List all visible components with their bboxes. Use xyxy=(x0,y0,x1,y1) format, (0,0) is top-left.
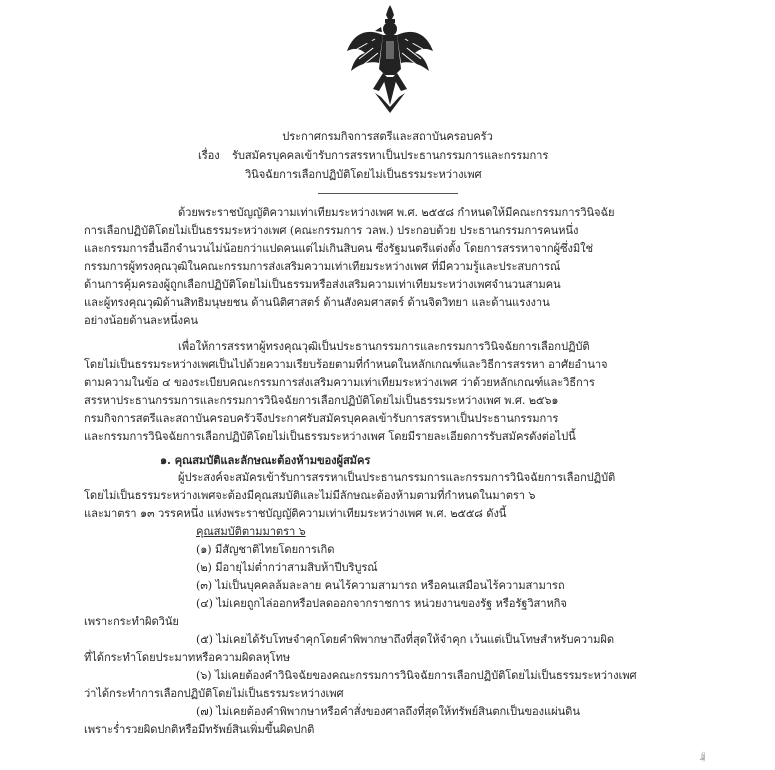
header-divider xyxy=(318,193,458,194)
para2-line: ตามความในข้อ ๔ ของระเบียบคณะกรรมการส่งเสริมความเท่าเทียมระหว่างเพศ ว่าด้วยหลักเกณฑ์และวิธีการ xyxy=(84,376,595,389)
para2-line: เพื่อให้การสรรหาผู้ทรงคุณวุฒิเป็นประธานกรรมการและกรรมการวินิจฉัยการเลือกปฏิบัติ xyxy=(178,340,590,353)
section1-intro-line: โดยไม่เป็นธรรมระหว่างเพศจะต้องมีคุณสมบัติและไม่มีลักษณะต้องห้ามตามที่กำหนดในมาตรา ๖ xyxy=(84,489,536,502)
qualification-item-cont: ว่าได้กระทำการเลือกปฏิบัติโดยไม่เป็นธรรมระหว่างเพศ xyxy=(84,687,344,700)
qualification-item: (๓) ไม่เป็นบุคคลล้มละลาย คนไร้ความสามารถ หรือคนเสมือนไร้ความสามารถ xyxy=(196,579,565,592)
para1-line: การเลือกปฏิบัติโดยไม่เป็นธรรมระหว่างเพศ (คณะกรรมการ วลพ.) ประกอบด้วย ประธานกรรมการคนหนึ่ง xyxy=(84,224,579,237)
section1-subheading: คุณสมบัติตามมาตรา ๖ xyxy=(196,525,306,538)
para2-line: และกรรมการวินิจฉัยการเลือกปฏิบัติโดยไม่เป็นธรรมระหว่างเพศ โดยมีรายละเอียดการรับสมัครดังต่อไปนี้ xyxy=(84,430,576,443)
subject-label: เรื่อง xyxy=(198,149,220,162)
subject-line-1: รับสมัครบุคคลเข้ารับการสรรหาเป็นประธานกรรมการและกรรมการ xyxy=(232,149,549,162)
para2-line: สรรหาประธานกรรมการและกรรมการวินิจฉัยการเลือกปฏิบัติโดยไม่เป็นธรรมระหว่างเพศ พ.ศ. ๒๕๖๑ xyxy=(84,394,559,407)
section1-intro-line: และมาตรา ๑๓ วรรคหนึ่ง แห่งพระราชบัญญัติความเท่าเทียมระหว่างเพศ พ.ศ. ๒๕๕๘ ดังนี้ xyxy=(84,507,507,520)
qualification-item: (๑) มีสัญชาติไทยโดยการเกิด xyxy=(196,543,335,556)
qualification-item: (๖) ไม่เคยต้องคำวินิจฉัยของคณะกรรมการวินิจฉัยการเลือกปฏิบัติโดยไม่เป็นธรรมระหว่างเพศ xyxy=(196,669,637,682)
para2-line: กรมกิจการสตรีและสถาบันครอบครัวจึงประกาศรับสมัครบุคคลเข้ารับการสรรหาเป็นประธานกรรมการ xyxy=(84,412,559,425)
para1-line: ด้วยพระราชบัญญัติความเท่าเทียมระหว่างเพศ พ.ศ. ๒๕๕๘ กำหนดให้มีคณะกรรมการวินิจฉัย xyxy=(178,206,615,219)
para1-line: และกรรมการอื่นอีกจำนวนไม่น้อยกว่าแปดคนแต่ไม่เกินสิบคน ซึ่งรัฐมนตรีแต่งตั้ง โดยการสรรหาจากผู้ซึ่งมิใช่ xyxy=(84,242,593,255)
announcement-title: ประกาศกรมกิจการสตรีและสถาบันครอบครัว xyxy=(282,130,493,143)
section1-heading: ๑. คุณสมบัติและลักษณะต้องห้ามของผู้สมัคร xyxy=(160,453,371,467)
section1-intro-line: ผู้ประสงค์จะสมัครเข้ารับการสรรหาเป็นประธานกรรมการและกรรมการวินิจฉัยการเลือกปฏิบัติ xyxy=(178,471,616,484)
para2-line: โดยไม่เป็นธรรมระหว่างเพศเป็นไปด้วยความเรียบร้อยตามที่กำหนดในหลักเกณฑ์และวิธีการสรรหา อาศัยอำนาจ xyxy=(84,358,608,371)
page-continuation: /(๘)... xyxy=(699,750,705,763)
qualification-item-cont: เพราะกระทำผิดวินัย xyxy=(84,615,179,628)
para1-line: กรรมการผู้ทรงคุณวุฒิในคณะกรรมการส่งเสริมความเท่าเทียมระหว่างเพศ ที่มีความรู้และประสบการณ์ xyxy=(84,260,561,273)
para1-line: อย่างน้อยด้านละหนึ่งคน xyxy=(84,314,198,327)
garuda-emblem xyxy=(345,5,435,115)
para1-line: และผู้ทรงคุณวุฒิด้านสิทธิมนุษยชน ด้านนิติศาสตร์ ด้านสังคมศาสตร์ ด้านจิตวิทยา และด้านแรงงาน xyxy=(84,296,550,309)
qualification-item: (๕) ไม่เคยได้รับโทษจำคุกโดยคำพิพากษาถึงที่สุดให้จำคุก เว้นแต่เป็นโทษสำหรับความผิด xyxy=(196,633,615,646)
qualification-item-cont: ที่ได้กระทำโดยประมาทหรือความผิดลหุโทษ xyxy=(84,651,291,664)
para1-line: ด้านการคุ้มครองผู้ถูกเลือกปฏิบัติโดยไม่เป็นธรรมหรือส่งเสริมความเท่าเทียมระหว่างเพศจำนวนสามคน xyxy=(84,278,561,291)
subject-line-2: วินิจฉัยการเลือกปฏิบัติโดยไม่เป็นธรรมระหว่างเพศ xyxy=(245,168,482,181)
qualification-item: (๗) ไม่เคยต้องคำพิพากษาหรือคำสั่งของศาลถึงที่สุดให้ทรัพย์สินตกเป็นของแผ่นดิน xyxy=(196,705,580,718)
qualification-item: (๔) ไม่เคยถูกไล่ออกหรือปลดออกจากราชการ หน่วยงานของรัฐ หรือรัฐวิสาหกิจ xyxy=(196,597,567,610)
qualification-item: (๒) มีอายุไม่ต่ำกว่าสามสิบห้าปีบริบูรณ์ xyxy=(196,561,378,574)
qualification-item-cont: เพราะร่ำรวยผิดปกติหรือมีทรัพย์สินเพิ่มขึ้นผิดปกติ xyxy=(84,723,315,736)
